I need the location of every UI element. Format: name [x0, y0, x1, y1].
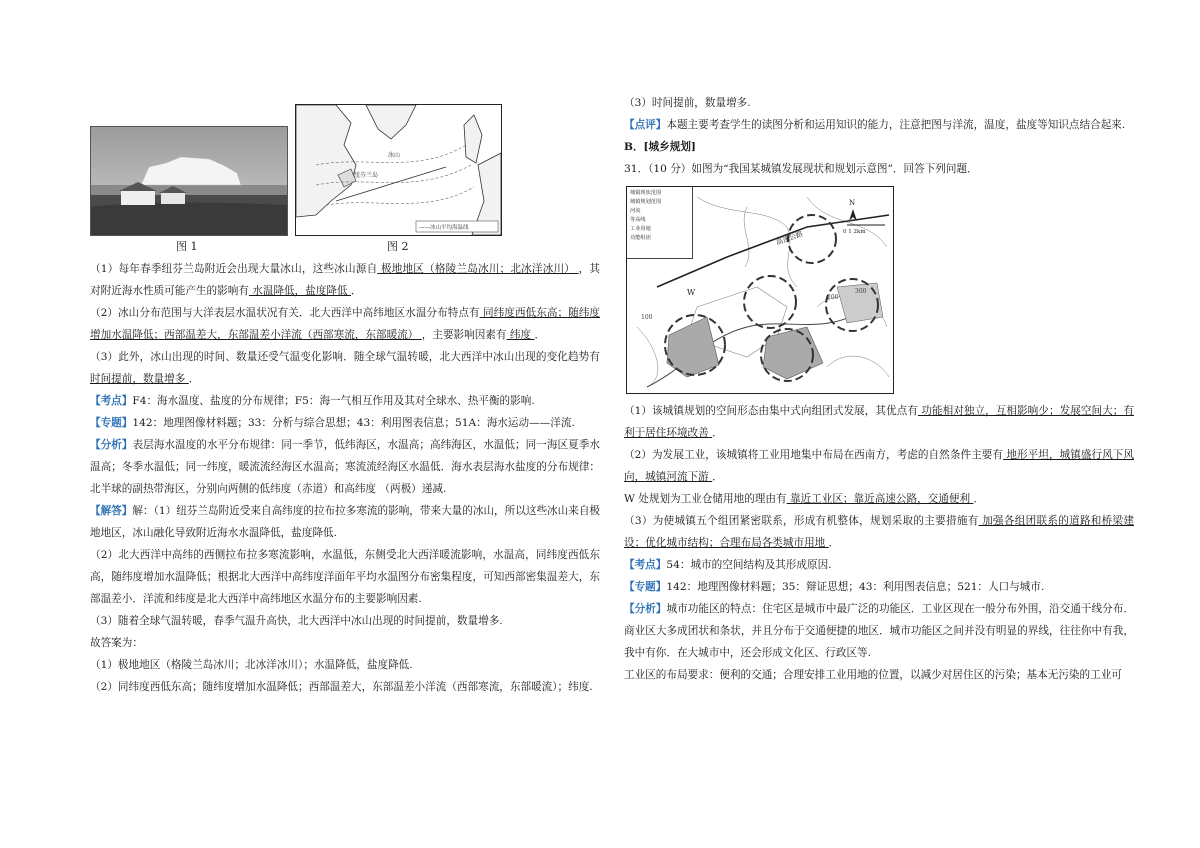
- legend-item: 城镇规划范围: [630, 199, 662, 205]
- answer-2: （2）同纬度西低东高；随纬度增加水温降低；西部温差大，东部温差小洋流（西部寒流，东部暖流）；纬度.: [90, 681, 593, 693]
- kaodian: 【考点】54：城市的空间结构及其形成原因.: [624, 559, 832, 571]
- map-w-label: W: [687, 288, 696, 297]
- legend-item: 城镇现状范围: [630, 190, 662, 196]
- map-label-iceberg: 冰山: [388, 152, 401, 159]
- answers-title: 故答案为：: [90, 637, 143, 649]
- answer-blank: 极地地区（格陵兰岛冰川；北冰洋冰川）: [377, 263, 579, 275]
- map-contour-200: 200: [827, 294, 839, 301]
- legend-item: 河流: [630, 208, 641, 214]
- section-title: B．[城乡规划]: [624, 141, 696, 153]
- town-planning-map: [626, 186, 894, 394]
- dianping: 【点评】本题主要考查学生的读图分析和运用知识的能力，注意把图与洋流，温度，盐度等知识点结合起来.: [624, 119, 1126, 131]
- answer-blank: 水温降低，盐度降低: [248, 285, 351, 297]
- answer-1: （1）极地地区（格陵兰岛冰川；北冰洋冰川）；水温降低，盐度降低.: [90, 659, 413, 671]
- answer-blank: 时间提前，数量增多: [90, 373, 189, 385]
- map-north-label: N: [849, 199, 856, 207]
- map-contour-100: 100: [641, 314, 653, 321]
- answer-blank: 纬度: [506, 329, 535, 341]
- question-3: （3）此外，冰山出现的时间、数量还受气温变化影响．随全球气温转暖，北大西洋中冰山出现的变化趋势有 时间提前，数量增多 ．: [90, 351, 600, 385]
- zhuanti: 【专题】142：地理图像材料题；35：辩证思想；43：利用图表信息；521：人口与城市.: [624, 581, 1045, 593]
- map-legend-text: ——冰山平均海温线: [419, 225, 469, 231]
- legend-item: 等高线: [630, 217, 646, 223]
- map-legend: [627, 187, 693, 259]
- fenxi: 【分析】表层海水温度的水平分布规律：同一季节，低纬海区，水温高；高纬海区，水温低；同一海区夏季水温高；冬季水温低；同一纬度，暖流流经海区水温高；寒流流经海区水温低．海水表层海水盐度的分布规律：北半球的副热带海区，分别向两侧的低纬度（赤道）和高纬度 （两极）递减.: [90, 439, 601, 495]
- north-atlantic-map-art: [296, 105, 501, 235]
- sub-question-2: （2）为发展工业，该城镇将工业用地集中布局在西南方，考虑的自然条件主要有 地形平坦，城镇盛行风下风向，城镇河流下游 ．: [624, 449, 1134, 483]
- map-label-newfoundland: 纽芬兰岛: [354, 172, 379, 179]
- figure-2-caption: 图 2: [387, 240, 409, 253]
- answer-blank: 同纬度西低东高；随纬度增加水温降低；西部温差大，东部温差小洋流（西部寒流，东部暖流）: [90, 307, 600, 341]
- zhuanti: 【专题】142：地理图像材料题；33：分析与综合思想；43：利用图表信息；51A：海水运动——洋流.: [90, 417, 575, 429]
- question-31: 31．（10 分）如图为“我国某城镇发展现状和规划示意图”．回答下列问题．: [624, 163, 978, 175]
- figure-row: [90, 98, 600, 258]
- map-road-label: 高速公路: [774, 229, 804, 247]
- answer-3: （3）时间提前，数量增多.: [624, 97, 751, 109]
- iceberg-photo-art: [91, 127, 287, 235]
- fenxi: 【分析】城市功能区的特点：住宅区是城市中最广泛的功能区．工业区现在一般分布外围，沿交通干线分布．商业区大多成团状和条状，并且分布于交通便捷的地区．城市功能区之间并没有明显的界线，往往你中有我，我中有你．在大城市中，还会形成文化区、行政区等.: [624, 603, 1135, 659]
- map-scale: 0 1 2km: [843, 229, 866, 235]
- answer-blank: 地形平坦，城镇盛行风下风向，城镇河流下游: [624, 449, 1134, 483]
- answer-blank: 功能相对独立，互相影响少；发展空间大；有利于居住环境改善: [624, 405, 1134, 439]
- iceberg-photo: [90, 126, 288, 236]
- jieda-2: （2）北大西洋中高纬的西侧拉布拉多寒流影响，水温低，东侧受北大西洋暖流影响，水温高，同纬度西低东高，随纬度增加水温降低；根据北大西洋中高纬度洋面年平均水温图分布密集程度，可知西部密集温差大，东部温差小．洋流和纬度是北大西洋中高纬地区水温分布的主要影响因素.: [90, 549, 600, 605]
- question-1: （1）每年春季纽芬兰岛附近会出现大量冰山，这些冰山源自 极地地区（格陵兰岛冰川；北冰洋冰川） ，其对附近海水性质可能产生的影响有 水温降低，盐度降低 ．: [90, 263, 601, 297]
- sub-question-1: （1）该城镇规划的空间形态由集中式向组团式发展，其优点有 功能相对独立，互相影响少；发展空间大；有利于居住环境改善 ．: [624, 405, 1134, 439]
- figure-1-caption: 图 1: [176, 240, 198, 253]
- answer-blank: 靠近工业区；靠近高速公路，交通便利: [786, 493, 974, 505]
- left-column: [90, 92, 600, 698]
- sub-question-3: （3）为使城镇五个组团紧密联系，形成有机整体，规划采取的主要措施有 加强各组团联系的道路和桥梁建设；优化城市结构；合理布局各类城市用地 ．: [624, 515, 1134, 549]
- legend-item: 功能组团: [630, 235, 651, 241]
- answer-blank: 加强各组团联系的道路和桥梁建设；优化城市结构；合理布局各类城市用地: [624, 515, 1134, 549]
- right-column: [624, 92, 1134, 686]
- question-2: （2）冰山分布范围与大洋表层水温状况有关．北大西洋中高纬地区水温分布特点有 同纬度西低东高；随纬度增加水温降低；西部温差大，东部温差小洋流（西部寒流，东部暖流） ，主要影响因素有 纬度 ．: [90, 307, 600, 341]
- industry-note: 工业区的布局要求：便利的交通；合理安排工业用地的位置，以减少对居住区的污染；基本无污染的工业可: [624, 669, 1122, 681]
- jieda-1: 【解答】解：（1）纽芬兰岛附近受来自高纬度的拉布拉多寒流的影响，带来大量的冰山，所以这些冰山来自极地地区，冰山融化导致附近海水水温降低，盐度降低.: [90, 505, 601, 539]
- north-atlantic-map: [295, 104, 502, 236]
- map-contour-300: 300: [855, 288, 867, 295]
- kaodian: 【考点】F4：海水温度、盐度的分布规律；F5：海一气相互作用及其对全球水、热平衡的影响.: [90, 395, 535, 407]
- sub-question-2-w: W 处规划为工业仓储用地的理由有 靠近工业区；靠近高速公路，交通便利 ．: [624, 493, 984, 505]
- jieda-3: （3）随着全球气温转暖，春季气温升高快，北大西洋中冰山出现的时间提前，数量增多.: [90, 615, 503, 627]
- legend-item: 工业用地: [630, 226, 651, 232]
